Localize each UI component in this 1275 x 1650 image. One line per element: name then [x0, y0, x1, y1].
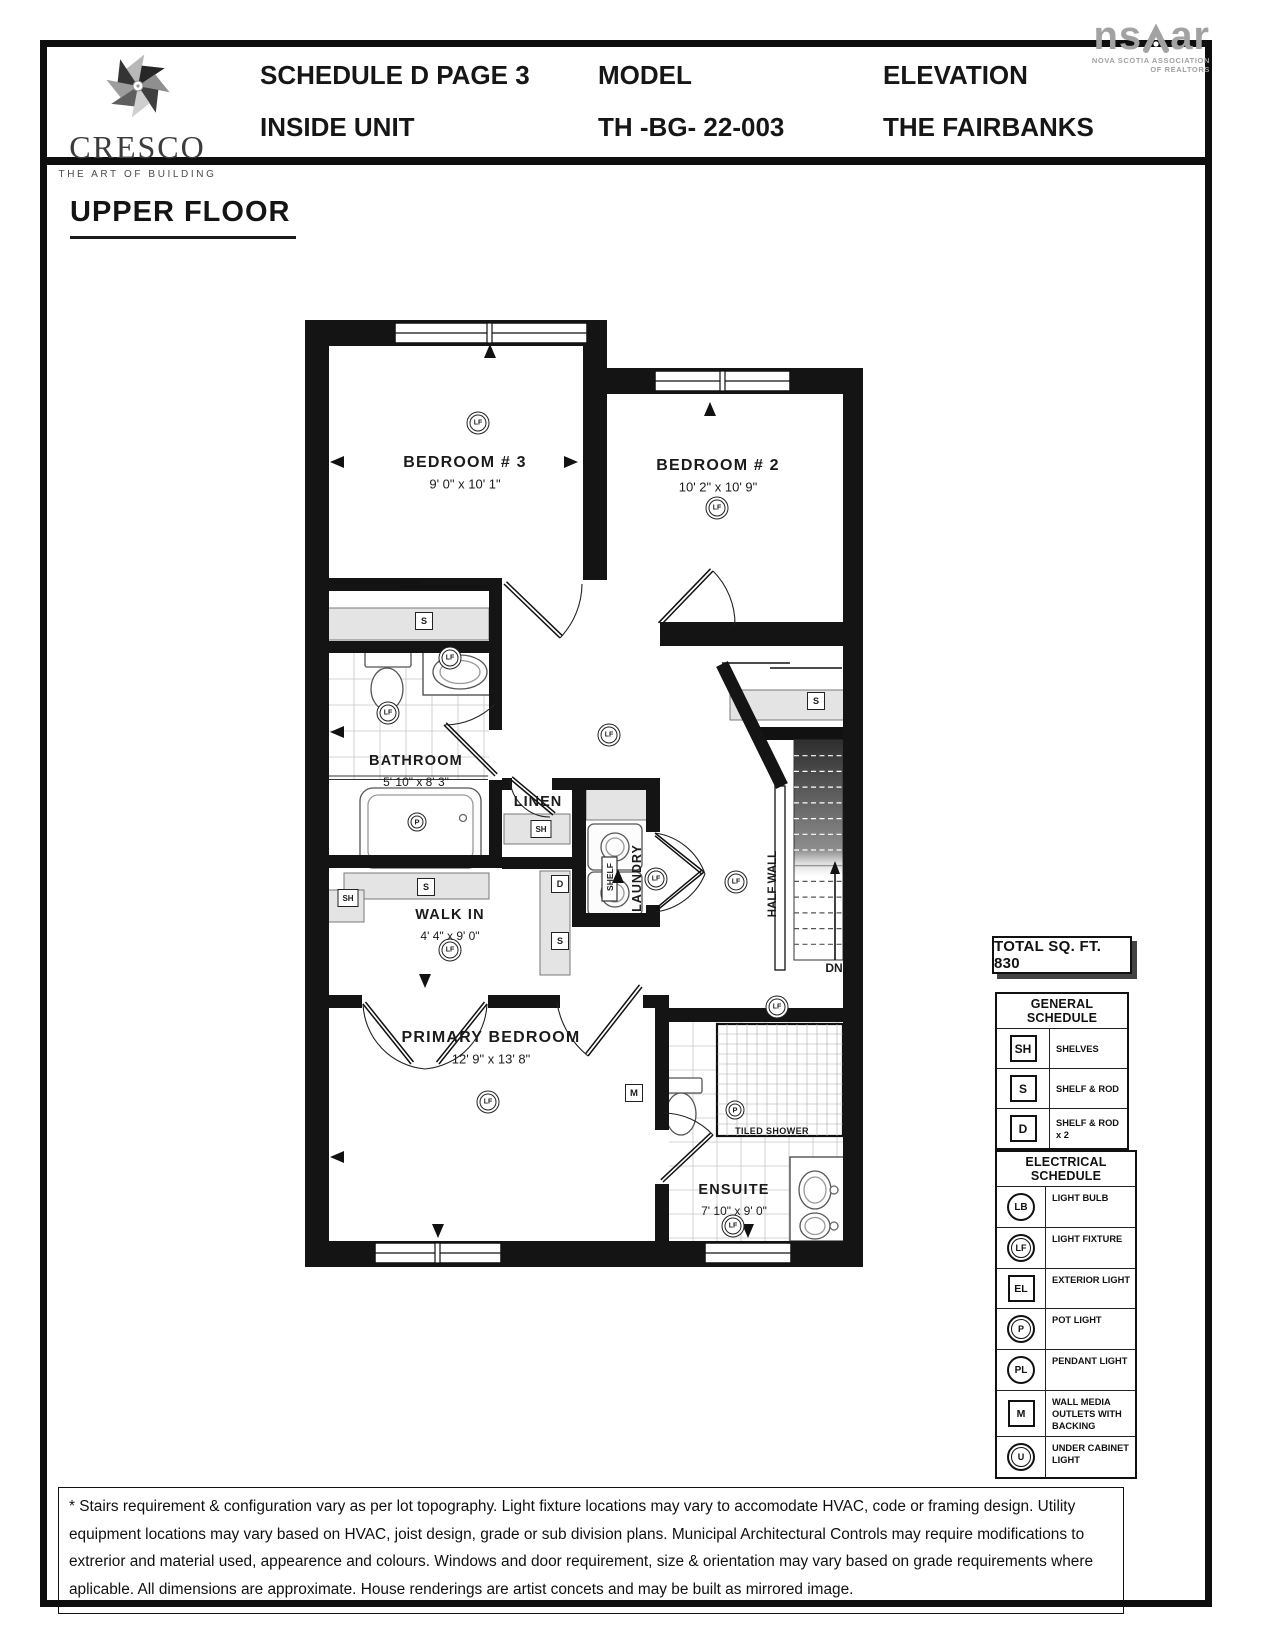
room-label: PRIMARY BEDROOM: [401, 1029, 581, 1046]
nsar-sub-line1: NOVA SCOTIA ASSOCIATION: [1091, 56, 1210, 65]
plan-text: HALF WALL: [767, 850, 779, 918]
room-dims: 4' 4" x 9' 0": [420, 929, 480, 943]
row-label: PENDANT LIGHT: [1052, 1356, 1128, 1366]
table-row: [997, 1028, 1127, 1068]
model-label: MODEL: [598, 60, 692, 90]
lf-symbol: LF: [706, 497, 729, 520]
s-symbol: S: [807, 692, 825, 710]
table-row: [997, 1390, 1135, 1436]
elevation-value: THE FAIRBANKS: [883, 112, 1094, 142]
general-schedule-title: GENERAL SCHEDULE: [1026, 997, 1098, 1025]
electrical-schedule-table: [995, 1150, 1137, 1479]
exterior-light-icon: EL: [1008, 1275, 1035, 1302]
room-dims: 9' 0" x 10' 1": [429, 476, 501, 492]
elevation-label: ELEVATION: [883, 60, 1028, 90]
pendant-light-icon: PL: [1007, 1356, 1035, 1384]
d-symbol: D: [551, 875, 569, 893]
lf-symbol: LF: [439, 939, 462, 962]
row-label: WALL MEDIA OUTLETS WITH BACKING: [1052, 1397, 1122, 1432]
row-label: SHELVES: [1056, 1043, 1099, 1054]
room-label: BEDROOM # 2: [656, 457, 780, 474]
model-value: TH -BG- 22-003: [598, 112, 785, 142]
sh-shelves-icon: SH: [1010, 1035, 1037, 1062]
under-cabinet-light-icon: U: [1007, 1443, 1035, 1471]
room-label: BEDROOM # 3: [403, 454, 527, 471]
unit-type: INSIDE UNIT: [260, 112, 415, 142]
sh-symbol: SH: [531, 820, 552, 838]
light-fixture-icon: LF: [1007, 1234, 1035, 1262]
table-row: [997, 1227, 1135, 1268]
lf-symbol: LF: [467, 412, 490, 435]
room-label: BATHROOM: [369, 753, 463, 769]
nsar-logo: [1048, 14, 1210, 74]
lf-symbol: LF: [766, 996, 789, 1019]
disclaimer-text: * Stairs requirement & configuration vary as per lot topography. Light fixture locations may vary to accomodate HVAC, code or framing design. Utility equipment locations may vary based on HVAC, joist design, grade or sub division plans. Municipal Architectural Controls may require modifications to extrerior and material used, appearence and colours. Windows and door requirement, size & orientation may vary based on grade requirements where aplicable. All dimensions are approximate. House renderings are artist concets and may be built as mirrored image.: [58, 1487, 1124, 1614]
lf-symbol: LF: [377, 702, 400, 725]
s-symbol: S: [417, 878, 435, 896]
row-label: SHELF & ROD: [1056, 1083, 1120, 1094]
plan-text: DN: [825, 961, 843, 975]
schedule-title: SCHEDULE D PAGE 3: [260, 60, 530, 90]
table-row: [997, 1436, 1135, 1477]
brand-name: CRESCO: [69, 129, 206, 165]
s-shelf-rod-icon: S: [1010, 1075, 1037, 1102]
sh-symbol: SH: [338, 889, 359, 907]
wall-media-outlets-icon: M: [1008, 1400, 1035, 1427]
p-symbol: P: [408, 813, 427, 832]
nsar-text-right: ar: [1170, 14, 1210, 58]
pot-light-icon: P: [1007, 1315, 1035, 1343]
lf-symbol: LF: [477, 1091, 500, 1114]
room-dims: 12' 9" x 13' 8": [451, 1051, 531, 1067]
total-sqft-badge: TOTAL SQ. FT. 830: [992, 936, 1132, 974]
row-label: UNDER CABINET LIGHT: [1052, 1443, 1129, 1466]
electrical-schedule-title: ELECTRICAL SCHEDULE: [1025, 1155, 1107, 1183]
plan-text: TILED SHOWER: [735, 1126, 809, 1136]
room-label: ENSUITE: [698, 1182, 770, 1198]
s-symbol: S: [551, 932, 569, 950]
floor-title: UPPER FLOOR: [70, 196, 296, 239]
room-dims: 7' 10" x 9' 0": [701, 1204, 767, 1218]
table-row: [997, 1186, 1135, 1227]
d-shelf-rod2-icon: D: [1010, 1115, 1037, 1142]
brand-tagline: THE ART OF BUILDING: [58, 169, 217, 180]
row-label: SHELF & ROD x 2: [1056, 1117, 1120, 1140]
plan-text: SHELF: [605, 863, 615, 891]
room-dims: 10' 2" x 10' 9": [678, 479, 758, 495]
row-label: POT LIGHT: [1052, 1315, 1102, 1325]
lf-symbol: LF: [439, 647, 462, 670]
table-row: [997, 1108, 1127, 1148]
plan-text: LINEN: [513, 794, 563, 810]
table-row: [997, 1068, 1127, 1108]
s-symbol: S: [415, 612, 433, 630]
table-row: [997, 1268, 1135, 1308]
room-dims: 5' 10" x 8' 3": [383, 775, 449, 789]
general-schedule-table: [995, 992, 1129, 1150]
plan-text: LAUNDRY: [630, 844, 644, 912]
lf-symbol: LF: [645, 868, 668, 891]
light-bulb-icon: LB: [1007, 1193, 1035, 1221]
table-row: [997, 1308, 1135, 1349]
p-symbol: P: [726, 1101, 745, 1120]
table-row: [997, 1349, 1135, 1390]
row-label: LIGHT FIXTURE: [1052, 1234, 1123, 1244]
nsar-text-left: ns: [1093, 14, 1143, 58]
row-label: LIGHT BULB: [1052, 1193, 1109, 1203]
nsar-house-icon: [1143, 24, 1169, 54]
room-label: WALK IN: [415, 907, 485, 923]
lf-symbol: LF: [598, 724, 621, 747]
row-label: EXTERIOR LIGHT: [1052, 1275, 1130, 1285]
lf-symbol: LF: [722, 1215, 745, 1238]
nsar-sub-line2: OF REALTORS: [1150, 65, 1210, 74]
lf-symbol: LF: [725, 871, 748, 894]
m-symbol: M: [625, 1084, 643, 1102]
